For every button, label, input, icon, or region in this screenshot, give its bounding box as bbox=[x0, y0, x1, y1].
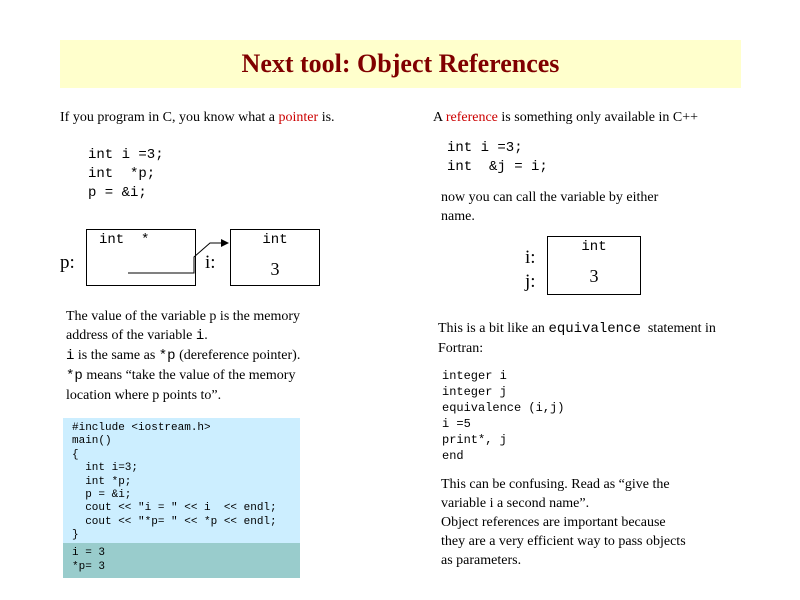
note-line: name. bbox=[441, 209, 475, 224]
explanation-line bbox=[66, 346, 300, 366]
explanation-code: i bbox=[195, 328, 205, 344]
fortran-intro-line: Fortran: bbox=[438, 341, 484, 356]
explanation-line: The value of the variable p is the memory bbox=[66, 309, 301, 324]
fortran-intro-text: This is a bit like an bbox=[438, 321, 549, 336]
i-box bbox=[230, 229, 320, 286]
fortran-line: i =5 bbox=[442, 417, 471, 431]
right-intro bbox=[433, 108, 698, 127]
note-line: now you can call the variable by either bbox=[441, 190, 659, 205]
reference-term: reference bbox=[445, 110, 498, 125]
p-label: p: bbox=[60, 252, 75, 273]
slide-title: Next tool: Object References bbox=[241, 49, 560, 78]
left-explanation bbox=[66, 307, 300, 405]
closing-line: variable i a second name”. bbox=[441, 496, 590, 511]
program-line: main() bbox=[72, 435, 112, 448]
i-box-value: 3 bbox=[270, 259, 280, 279]
right-code bbox=[447, 139, 548, 177]
closing-text bbox=[441, 475, 686, 570]
fortran-intro bbox=[438, 319, 716, 358]
explanation-text: means “take the value of the memory bbox=[82, 368, 296, 383]
explanation-line bbox=[66, 366, 300, 386]
fortran-line: integer i bbox=[442, 369, 507, 383]
i-ref-label: i: bbox=[525, 247, 536, 268]
program-output bbox=[63, 543, 300, 578]
explanation-code: i bbox=[66, 348, 75, 364]
closing-line: Object references are important because bbox=[441, 515, 666, 530]
closing-line: they are a very efficient way to pass objects bbox=[441, 534, 686, 549]
fortran-line: end bbox=[442, 449, 464, 463]
explanation-text: (dereference pointer). bbox=[175, 348, 301, 363]
program-line: int *p; bbox=[72, 475, 132, 488]
left-intro-end: is. bbox=[318, 110, 335, 125]
explanation-text: is the same as bbox=[74, 348, 159, 363]
left-intro-text: If you program in C, you know what a bbox=[60, 110, 279, 125]
program-line: int i=3; bbox=[72, 462, 139, 475]
program-line: } bbox=[72, 529, 79, 542]
program-line: { bbox=[72, 448, 79, 461]
ref-box bbox=[547, 236, 641, 295]
code-line: int *p; bbox=[88, 166, 156, 182]
ref-box-type: int bbox=[581, 239, 607, 255]
explanation-line: location where p points to”. bbox=[66, 388, 222, 403]
explanation-text: . bbox=[204, 328, 208, 343]
closing-line: as parameters. bbox=[441, 553, 522, 568]
closing-line: This can be confusing. Read as “give the bbox=[441, 477, 670, 492]
right-intro-text: A bbox=[433, 110, 446, 125]
pointer-term: pointer bbox=[278, 110, 319, 125]
code-line: int i =3; bbox=[447, 140, 523, 156]
right-intro-end: is something only available in C++ bbox=[497, 110, 699, 125]
program-line: p = &i; bbox=[72, 489, 132, 502]
j-ref-label: j: bbox=[525, 271, 536, 292]
program-line: cout << "*p= " << *p << endl; bbox=[72, 515, 277, 528]
fortran-intro-line bbox=[438, 319, 716, 339]
right-note bbox=[441, 188, 658, 226]
equivalence-keyword: equivalence bbox=[548, 321, 641, 337]
i-box-type: int bbox=[262, 232, 288, 248]
explanation-line bbox=[66, 326, 300, 346]
fortran-code bbox=[442, 368, 564, 464]
output-line: *p= 3 bbox=[72, 561, 106, 573]
program-listing bbox=[63, 418, 300, 543]
fortran-intro-text: statement in bbox=[640, 321, 716, 336]
ref-labels bbox=[525, 246, 536, 294]
code-line: int i =3; bbox=[88, 147, 164, 163]
code-line: p = &i; bbox=[88, 185, 147, 201]
fortran-line: print*, j bbox=[442, 433, 507, 447]
explanation-code: *p bbox=[66, 368, 83, 384]
fortran-line: integer j bbox=[442, 385, 507, 399]
output-line: i = 3 bbox=[72, 547, 106, 559]
explanation-code: *p bbox=[158, 348, 176, 364]
code-line: int &j = i; bbox=[447, 159, 548, 175]
pointer-box-type: int * bbox=[99, 232, 150, 248]
program-line: #include <iostream.h> bbox=[72, 422, 211, 434]
ref-box-value: 3 bbox=[589, 266, 599, 286]
program-line: cout << "i = " << i << endl; bbox=[72, 502, 277, 515]
explanation-text: address of the variable bbox=[66, 328, 196, 343]
i-label: i: bbox=[205, 252, 216, 273]
fortran-line: equivalence (i,j) bbox=[442, 401, 565, 415]
